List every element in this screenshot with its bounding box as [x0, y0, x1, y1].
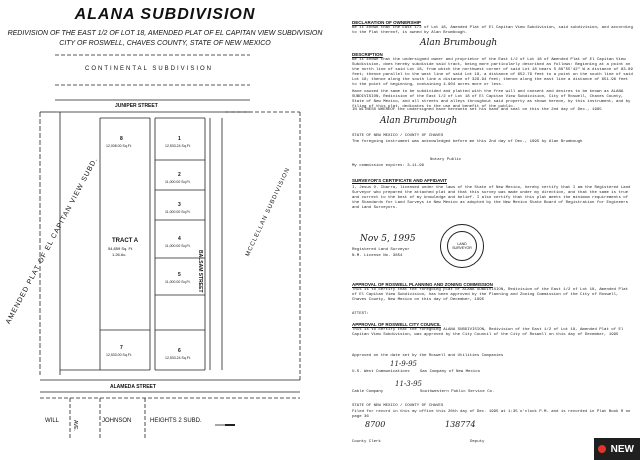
utility-date: 11-3-95	[395, 380, 422, 388]
planning-header: APPROVAL OF ROSWELL PLANNING AND ZONING COMMISSION	[352, 282, 493, 287]
el-capitan-label: AMENDED PLAT OF EL CAPITAN VIEW SUBD.	[5, 156, 100, 326]
lot-area: 11,000.00 Sq.Ft.	[165, 210, 191, 214]
utility-name: U.S. West Communications	[352, 370, 410, 374]
surveyor-signature: Nov 5, 1995	[360, 234, 416, 244]
heights-label: HEIGHTS 2 SUBD.	[150, 418, 202, 424]
council-text: This is to certify that the foregoing ALANA SUBDIVISION, Redivision of the East 1/2 of Lot 18, Amended Plat of El Capitan View Subdivision, was approved by the City Council of the City of Roswell on this day of December, 1995	[352, 328, 624, 337]
lot-number: 5	[178, 272, 181, 278]
acknowledgement-text: The foregoing instrument was acknowledged before me this 2nd day of Dec., 1995 by Alan Brumbough	[352, 140, 583, 144]
tract-a-area: 54,859 Sq. Ft.	[108, 246, 134, 251]
surveyor-label: Registered Land Surveyor	[352, 248, 410, 252]
utility-header: Approved on the date set by the Roswell and Utilities Companies	[352, 354, 504, 358]
surveyor-license: N.M. License No. 3854	[352, 254, 403, 258]
lot-area: 11,000.00 Sq.Ft.	[165, 280, 191, 284]
lot-number: 7	[120, 345, 123, 351]
lot-area: 11,000.00 Sq.Ft.	[165, 244, 191, 248]
lot-number: 4	[178, 236, 181, 242]
description-text: Be it known that the undersigned owner and proprietor of the East 1/2 of Lot 18 of Amended Plat of El Capitan View Subdivision, does hereby subdivide said tract, being more particularly described as follows: Beginning at a point on the north line of said Lot 18, from which the northwest corner of said Lot 18 bears S 89°55'42" W a distance of 83.89 feet; thence parallel to the west line of said Lot 18, a distance of 652.79 feet to a point on the south line of said Lot 18; thence along the south line a distance of 329.94 feet; thence along the east line a distance of 651.96 feet to the point of beginning, containing 4.904 acres more or less.	[352, 58, 633, 87]
tract-a-acres: 1.26 Ac.	[112, 252, 127, 257]
plat-subtitle-2: CITY OF ROSWELL, CHAVES COUNTY, STATE OF NEW MEXICO	[59, 40, 271, 47]
dedication-text-2: Have caused the same to be subdivided and platted with the free will and consent and desires to be known as ALANA SUBDIVISION, Redivision of the East 1/2 of Lot 18 of El Capitan View Subdivision, City of Roswell, Chaves County, State of New Mexico, and all streets and alleys throughout said property as shown hereon, by this instrument, and by filing of this plat, dedicates to the use and benefit of the public.	[352, 90, 631, 109]
lot-number: 8	[120, 136, 123, 142]
continental-label: CONTINENTAL SUBDIVISION	[85, 66, 214, 72]
deputy-label: Deputy	[470, 440, 485, 444]
document-number: 138774	[445, 420, 476, 429]
planning-text: This is to certify that the foregoing plat of ALANA SUBDIVISION, Redivision of the East 1/2 of Lot 18, Amended Plat of El Capitan View Subdivision, has been approved by the Planning and Zoning Commission of the City of Roswell, Chaves County, New Mexico on this day of December, 1995	[352, 288, 629, 302]
badge-label: NEW	[610, 443, 634, 455]
surveyor-header: SURVEYOR'S CERTIFICATE AND AFFIDAVIT	[352, 178, 447, 183]
badge-dot-icon	[598, 445, 606, 453]
notary-label: Notary Public	[430, 158, 462, 162]
owner-signature: Alan Brumbough	[420, 38, 498, 48]
commission-expiry: My commission expires: 3-11-99	[352, 164, 425, 168]
book-number: 8700	[365, 420, 386, 429]
lot-number: 6	[178, 348, 181, 354]
attest-label: ATTEST:	[352, 312, 369, 316]
balsam-street-label: BALSAM STREET	[197, 250, 203, 293]
lot-area: 12,533.00 Sq.Ft.	[106, 353, 132, 357]
lot-area: 12,008.00 Sq.Ft.	[106, 144, 132, 148]
plat-subtitle-1: REDIVISION OF THE EAST 1/2 OF LOT 18, AMENDED PLAT OF EL CAPITAN VIEW SUBDIVISION	[7, 30, 323, 37]
johnson-label: JOHNSON	[102, 418, 132, 424]
will-label: WILL	[45, 418, 60, 424]
new-listing-badge	[594, 438, 640, 460]
recording-text: Filed for record in this my office this 20th day of Dec. 1995 at 1:35 o'clock P.M. and is recorded in Plat Book R on page 36	[352, 410, 631, 419]
utility-name: Gas Company of New Mexico	[420, 370, 481, 374]
ave-label: AVE.	[72, 420, 78, 432]
owner-signature-2: Alan Brumbough	[380, 116, 458, 126]
lot-number: 1	[178, 136, 181, 142]
description-header: DESCRIPTION	[352, 52, 383, 57]
acknowledgement-header: STATE OF NEW MEXICO / COUNTY OF CHAVES	[352, 134, 444, 138]
surveyor-seal	[440, 224, 484, 268]
lot-area: 12,533.24 Sq.Ft.	[165, 356, 191, 360]
plat-title: ALANA SUBDIVISION	[74, 6, 256, 23]
alameda-street-label: ALAMEDA STREET	[110, 384, 156, 390]
seal-text: LAND SURVEYOR	[447, 231, 477, 261]
lot-area: 12,533.24 Sq.Ft.	[165, 144, 191, 148]
dedication-text: Be it known that the East 1/2 of Lot 18, Amended Plat of El Capitan View Subdivision, said subdivision, and according to the Plat thereof, is owned by Alan Brumbough.	[352, 26, 633, 35]
witness-text: IN WITNESS WHEREOF the undersigned have hereunto set his hand and seal on this the 2nd day of Dec., 1995	[352, 108, 602, 112]
council-header: APPROVAL OF ROSWELL CITY COUNCIL	[352, 322, 441, 327]
juniper-street-label: JUNIPER STREET	[115, 103, 158, 109]
mcclellan-label: MCCLELLAN SUBDIVISION	[245, 166, 292, 258]
dedication-header: DECLARATION OF OWNERSHIP	[352, 20, 421, 25]
utility-name: Cable Company	[352, 390, 384, 394]
utility-date: 11-9-95	[390, 360, 417, 368]
lot-number: 3	[178, 202, 181, 208]
lot-area: 11,000.00 Sq.Ft.	[165, 180, 191, 184]
surveyor-text: I, Jesus O. Ibarra, licensed under the laws of the State of New Mexico, hereby certify that I am the Registered Land Surveyor who prepared the attached plat and that this survey was made under my direction, and that the same is true and correct to the best of my knowledge and belief. I also certify that this plat meets the minimum requirements of the Standards for Land Surveys in New Mexico as adopted by the New Mexico State Board of Registration for Engineers and Land Surveyors.	[352, 186, 631, 210]
recording-header: STATE OF NEW MEXICO / COUNTY OF CHAVES	[352, 404, 444, 408]
lot-number: 2	[178, 172, 181, 178]
utility-name: Southwestern Public Service Co.	[420, 390, 495, 394]
tract-a-label: TRACT A	[112, 238, 139, 244]
county-clerk-label: County Clerk	[352, 440, 381, 444]
